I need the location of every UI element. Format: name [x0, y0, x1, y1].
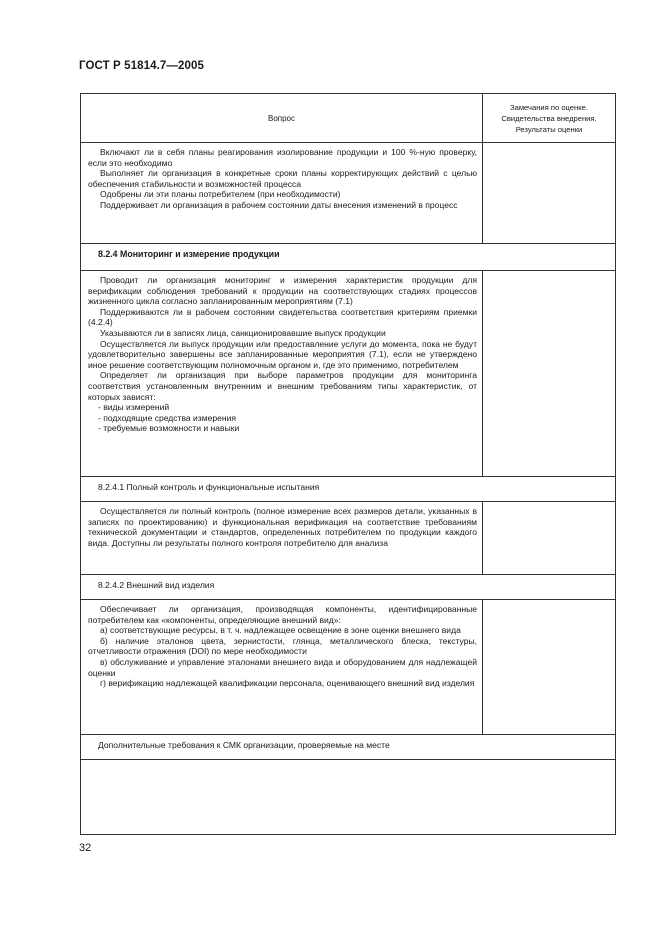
question-text: а) соответствующие ресурсы, в т. ч. надлежащее освещение в зоне оценки внешнего вида	[100, 625, 461, 636]
section-heading-8-2-4: 8.2.4 Мониторинг и измерение продукции	[81, 244, 616, 271]
table-row	[81, 760, 616, 835]
table-row	[81, 600, 616, 735]
question-text: Одобрены ли эти планы потребителем (при необходимости)	[100, 189, 341, 200]
section-row	[81, 735, 616, 760]
section-row	[81, 575, 616, 600]
column-header-question: Вопрос	[81, 94, 483, 143]
remarks-header-line: Результаты оценки	[515, 124, 583, 134]
question-cell	[81, 143, 483, 244]
question-cell	[81, 600, 483, 735]
column-header-remarks	[483, 94, 616, 143]
remarks-cell	[483, 271, 616, 477]
list-item: - подходящие средства измерения	[98, 412, 236, 423]
question-text: Поддерживаются ли в рабочем состоянии свидетельства соответствия критериям приемки (4.2.4)	[88, 306, 477, 328]
empty-cell	[81, 760, 616, 835]
table-row	[81, 502, 616, 575]
document-title: ГОСТ Р 51814.7—2005	[79, 60, 204, 72]
question-text: Поддерживает ли организация в рабочем состоянии даты внесения изменений в процесс	[100, 199, 458, 210]
list-item: - виды измерений	[98, 402, 170, 413]
question-text: в) обслуживание и управление эталонами внешнего вида и оборудованием для надлежащей оценки	[88, 656, 477, 678]
remarks-header-line: Замечания по оценке.	[510, 102, 588, 112]
page-number: 32	[79, 842, 92, 854]
remarks-cell	[483, 143, 616, 244]
question-text: Осуществляется ли выпуск продукции или предоставление услуги до момента, пока не будут удовлетворительно завершены все запланированные мероприятия (7.1), если не утверждено иное решение соответствующим полномочным органом и, где это применимо, потребителем	[88, 338, 477, 370]
question-cell	[81, 271, 483, 477]
remarks-cell	[483, 502, 616, 575]
list-item: - требуемые возможности и навыки	[98, 423, 240, 434]
remarks-header-line: Свидетельства внедрения.	[501, 113, 597, 123]
remarks-cell	[483, 600, 616, 735]
question-text: Включают ли в себя планы реагирования изолирование продукции и 100 %-ную проверку, если это необходимо	[88, 147, 477, 168]
question-text: Указываются ли в записях лица, санкционировавшие выпуск продукции	[100, 327, 386, 338]
section-heading-8-2-4-2: 8.2.4.2 Внешний вид изделия	[81, 575, 616, 600]
section-row	[81, 244, 616, 271]
question-text: г) верификацию надлежащей квалификации персонала, оценивающего внешний вид изделия	[100, 678, 475, 689]
questionnaire-table	[80, 93, 616, 835]
table-row	[81, 271, 616, 477]
question-text: б) наличие эталонов цвета, зернистости, глянца, металлического блеска, текстуры, отчетливости отражения (DOI) по мере необходимости	[88, 635, 477, 657]
question-text: Проводит ли организация мониторинг и измерения характеристик продукции для верификации соблюдения требований к продукции на соответствующих стадиях процессов жизненного цикла согласно запланированным мероприятиям (7.1)	[88, 275, 477, 307]
table-row	[81, 143, 616, 244]
section-heading-8-2-4-1: 8.2.4.1 Полный контроль и функциональные испытания	[81, 477, 616, 502]
question-text: Определяет ли организация при выборе параметров продукции для мониторинга соответствия установленным внутренним и внешним требованиям типы характеристик, от которых зависят:	[88, 370, 477, 402]
question-text: Осуществляется ли полный контроль (полное измерение всех размеров детали, указанных в записях по проектированию) и функциональная верификация на соответствие требованиям технической документации и стандартов, определенных потребителем по продукции каждого вида. Доступны ли результаты полного контроля потребителю для анализа	[88, 506, 477, 548]
additional-requirements-heading: Дополнительные требования к СМК организации, проверяемые на месте	[81, 735, 616, 760]
table-header-row	[81, 94, 616, 143]
question-cell	[81, 502, 483, 575]
question-text: Обеспечивает ли организация, производящая компоненты, идентифицированные потребителем как «компоненты, определяющие внешний вид»:	[88, 604, 477, 625]
question-text: Выполняет ли организация в конкретные сроки планы корректирующих действий с целью обеспечения стабильности и возможностей процесса	[88, 168, 477, 189]
section-row	[81, 477, 616, 502]
